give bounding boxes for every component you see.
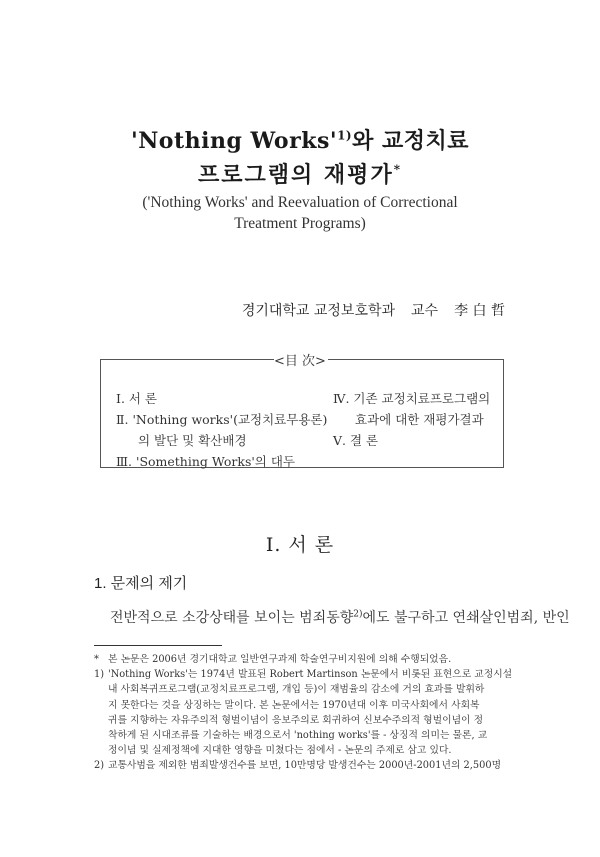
footnote-1 — [94, 667, 514, 758]
toc-title: <目 次> — [274, 354, 326, 369]
footnote-line: 내 사회복귀프로그램(교정치료프로그램, 개입 등)이 재범율의 감소에 거의 효과를 발휘하 — [108, 684, 485, 696]
title-line-1-rest: 와 교정치료 — [352, 128, 470, 154]
title-line-2-text: 프로그램의 재평가 — [198, 162, 394, 188]
footnote-line: 'Nothing Works'는 1974년 발표된 Robert Martinson 논문에서 비롯된 표현으로 교정시설 — [108, 669, 513, 681]
body-paragraph — [110, 607, 570, 627]
toc-item-1[interactable]: Ⅰ. 서 론 — [116, 391, 158, 406]
author-line — [242, 300, 505, 320]
toc-item-5[interactable]: Ⅴ. 결 론 — [333, 433, 379, 448]
footnote-line: 정이념 및 실제정책에 지대한 영향을 미쳤다는 점에서 - 논문의 주제로 삼고 있다. — [108, 745, 452, 757]
toc-item-4[interactable]: Ⅳ. 기존 교정치료프로그램의 — [333, 391, 491, 406]
toc-item-2-cont[interactable]: 의 발단 및 확산배경 — [138, 433, 247, 448]
footnote-line: 본 논문은 2006년 경기대학교 일반연구과제 학술연구비지원에 의해 수행되었음. — [108, 654, 452, 665]
footnote-mark: 2) — [94, 760, 105, 772]
footnote-line: 교통사범을 제외한 범죄발생건수를 보면, 10만명당 발생건수는 2000년-2001년의 2,500명 — [108, 760, 502, 772]
footnote-ref-2[interactable]: 2) — [353, 609, 363, 620]
toc-item-2[interactable]: Ⅱ. 'Nothing works'(교정치료무용론) — [116, 412, 328, 427]
english-title — [0, 192, 600, 234]
toc-item-3[interactable]: Ⅲ. 'Something Works'의 대두 — [116, 454, 295, 469]
title-line-1 — [0, 124, 600, 155]
footnote-star — [94, 652, 514, 667]
author-position: 교수 — [411, 303, 439, 319]
english-title-line-1: ('Nothing Works' and Reevaluation of Correctional — [142, 194, 458, 211]
footnotes — [94, 652, 514, 774]
body-text-start: 전반적으로 소강상태를 보이는 범죄동향 — [110, 610, 354, 626]
title-line-2 — [0, 158, 600, 189]
author-affiliation: 경기대학교 교정보호학과 — [241, 303, 396, 319]
english-title-line-2: Treatment Programs) — [234, 215, 366, 232]
author-name: 李 白 哲 — [454, 303, 505, 319]
title-line-1-text: 'Nothing Works' — [130, 128, 338, 154]
footnote-line: 착하게 된 시대조류를 기술하는 배경으로서 'nothing works'를 - 상징적 의미는 물론, 교 — [108, 730, 488, 742]
toc-left-column — [116, 388, 327, 472]
footnote-ref-1[interactable]: 1) — [337, 128, 353, 143]
body-text-end: 에도 불구하고 연쇄살인범죄, 반인 — [362, 610, 570, 626]
subsection-heading: 1. 문제의 제기 — [94, 575, 188, 592]
footnote-rule — [94, 645, 222, 646]
footnote-line: 지 못한다는 것을 상징하는 말이다. 본 논문에서는 1970년대 이후 미국사회에서 사회복 — [108, 699, 480, 711]
footnote-line: 귀를 지향하는 자유주의적 형벌이념이 응보주의로 회귀하여 신보수주의적 형벌이념이 정 — [108, 714, 484, 726]
footnote-mark: * — [94, 654, 99, 665]
toc-item-4-cont[interactable]: 효과에 대한 재평가결과 — [355, 412, 484, 427]
toc-right-column — [333, 388, 490, 451]
footnote-mark: 1) — [94, 669, 105, 681]
footnote-ref-star[interactable]: * — [393, 162, 402, 177]
section-heading: Ⅰ. 서 론 — [265, 534, 335, 556]
footnote-2 — [94, 758, 514, 773]
